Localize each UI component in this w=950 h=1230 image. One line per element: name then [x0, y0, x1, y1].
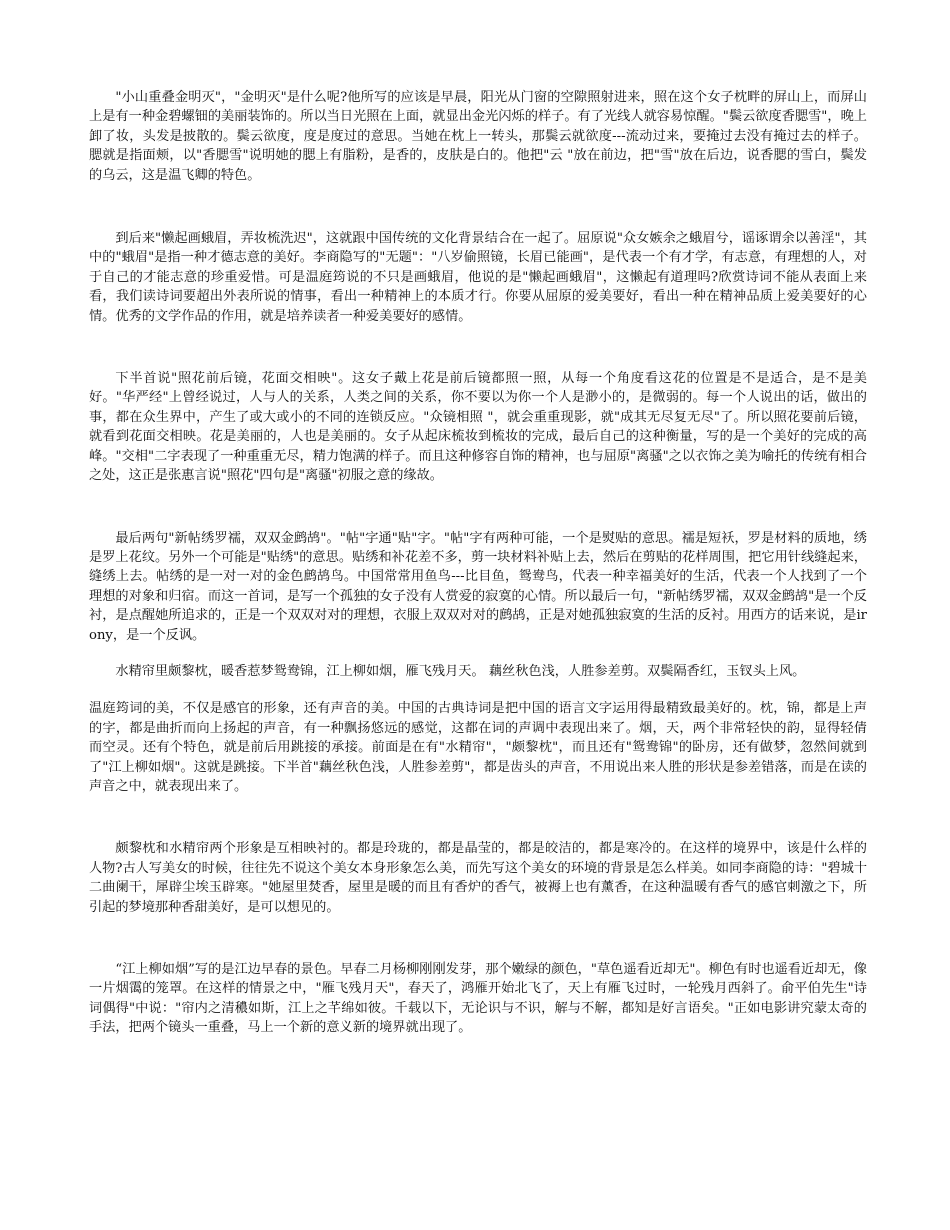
paragraph-6: 温庭筠词的美，不仅是感官的形象，还有声音的美。中国的古典诗词是把中国的语言文字运用得最精致最美好的。枕，锦，都是上声的字，都是曲折而向上扬起的声音，有一种飘扬悠远的感觉，这都在词的声调中表现出来了。烟，天，两个非常轻快的韵，显得轻倩而空灵。还有个特色，就是前后用跳接的承接。前面是在有"水精帘"，"颇黎枕"，而且还有"鸳鸯锦"的卧房，还有做梦，忽然间就到了"江上柳如烟"。这就是跳接。下半首"藕丝秋色浅，人胜参差剪"，都是齿头的声音，不用说出来人胜的形状是参差错落，而是在读的声音之中，就表现出来了。 [89, 701, 867, 794]
paragraph-1: "小山重叠金明灭"，"金明灭"是什么呢?他所写的应该是早晨，阳光从门窗的空隙照射进来，照在这个女子枕畔的屏山上，而屏山上是有一种金碧螺钿的美丽装饰的。所以当日光照在上面，就显出金光闪烁的样子。有了光线人就容易惊醒。"鬓云欲度香腮雪"，晚上卸了妆，头发是披散的。鬓云欲度，度是度过的意思。当她在枕上一转头，那鬓云就欲度---流动过来，要掩过去没有掩过去的样子。腮就是指面颊，以"香腮雪"说明她的腮上有脂粉，是香的，皮肤是白的。他把"云 "放在前边，把"雪"放在后边，说香腮的雪白，鬓发的乌云，这是温飞卿的特色。 [89, 90, 867, 183]
paragraph-8: “江上柳如烟”写的是江边早春的景色。早春二月杨柳刚刚发芽，那个嫩绿的颜色，"草色遥看近却无"。柳色有时也遥看近却无，像一片烟霭的笼罩。在这样的情景之中，"雁飞残月天"，春天了，鸿雁开始北飞了，天上有雁飞过时，一轮残月西斜了。俞平伯先生"诗词偶得"中说："帘内之清穠如斯，江上之芊绵如彼。千载以下，无论识与不识，解与不解，都知是好言语矣。"正如电影讲究蒙太奇的手法，把两个镜头一重叠，马上一个新的意义新的境界就出现了。 [89, 962, 867, 1036]
paragraph-5: 水精帘里颇黎枕，暖香惹梦鸳鸯锦，江上柳如烟，雁飞残月天。 藕丝秋色浅，人胜参差剪。双鬓隔香红，玉钗头上风。 [115, 663, 806, 679]
paragraph-4: 最后两句"新帖绣罗襦，双双金鹧鸪"。"帖"字通"贴"字。"帖"字有两种可能，一个是熨贴的意思。襦是短袄，罗是材料的质地，绣是罗上花纹。另外一个可能是"贴绣"的意思。贴绣和补花差不多，剪一块材料补贴上去，然后在剪贴的花样周围，把它用针线缝起来，缝绣上去。帖绣的是一对一对的金色鹧鸪鸟。中国常常用鱼鸟---比目鱼，鸳鸯鸟，代表一种幸福美好的生活，代表一个人找到了一个理想的对象和归宿。而这一首词，是写一个孤独的女子没有人赏爱的寂寞的心情。所以最后一句，"新帖绣罗襦，双双金鹧鸪"是一个反衬，是点醒她所追求的，正是一个双双对对的理想，衣服上双双对对的鹧鸪，正是对她孤独寂寞的生活的反衬。用西方的话来说，是irony，是一个反讽。 [89, 530, 867, 643]
document-body [89, 88, 867, 1038]
paragraph-2: 到后来"懒起画蛾眉，弄妆梳洗迟"，这就跟中国传统的文化背景结合在一起了。屈原说"众女嫉余之蛾眉兮，谣诼谓余以善淫"，其中的"蛾眉"是指一种才德志意的美好。李商隐写的"无题"："八岁偷照镜，长眉已能画"，是代表一个有才学，有志意，有理想的人，对于自己的才能志意的珍重爱惜。可是温庭筠说的不只是画蛾眉，他说的是"懒起画蛾眉"，这懒起有道理吗?欣赏诗词不能从表面上来看，我们读诗词要超出外表所说的情事，看出一种精神上的本质才行。你要从屈原的爱美要好，看出一种在精神品质上爱美要好的心情。优秀的文学作品的作用，就是培养读者一种爱美要好的感情。 [89, 231, 867, 324]
paragraph-3: 下半首说"照花前后镜，花面交相映"。这女子戴上花是前后镜都照一照，从每一个角度看这花的位置是不是适合，是不是美好。"华严经"上曾经说过，人与人的关系，人类之间的关系，你不要以为你一个人是渺小的，是微弱的。每一个人说出的话，做出的事，都在众生界中，产生了或大或小的不同的连锁反应。"众镜相照 "，就会重重现影，就"成其无尽复无尽"了。所以照花要前后镜，就看到花面交相映。花是美丽的，人也是美丽的。女子从起床梳妆到梳妆的完成，最后自己的这种衡量，写的是一个美好的完成的高峰。"交相"二字表现了一种重重无尽，精力饱满的样子。而且这种修容自饰的精神，也与屈原"离骚"之以衣饰之美为喻托的传统有相合之处，这正是张惠言说"照花"四句是"离骚"初服之意的缘故。 [89, 371, 867, 484]
paragraph-7: 颇黎枕和水精帘两个形象是互相映衬的。都是玲珑的，都是晶莹的，都是皎洁的，都是寒冷的。在这样的境界中，该是什么样的人物?古人写美女的时候，往往先不说这个美女本身形象怎么美，而先写这个美女的环境的背景是怎么样美。如同李商隐的诗："碧城十二曲阑干，犀辟尘埃玉辟寒。"她屋里焚香，屋里是暖的而且有香炉的香气，被褥上也有薰香，在这种温暖有香气的感官刺激之下，所引起的梦境那种香甜美好，是可以想见的。 [89, 841, 868, 915]
